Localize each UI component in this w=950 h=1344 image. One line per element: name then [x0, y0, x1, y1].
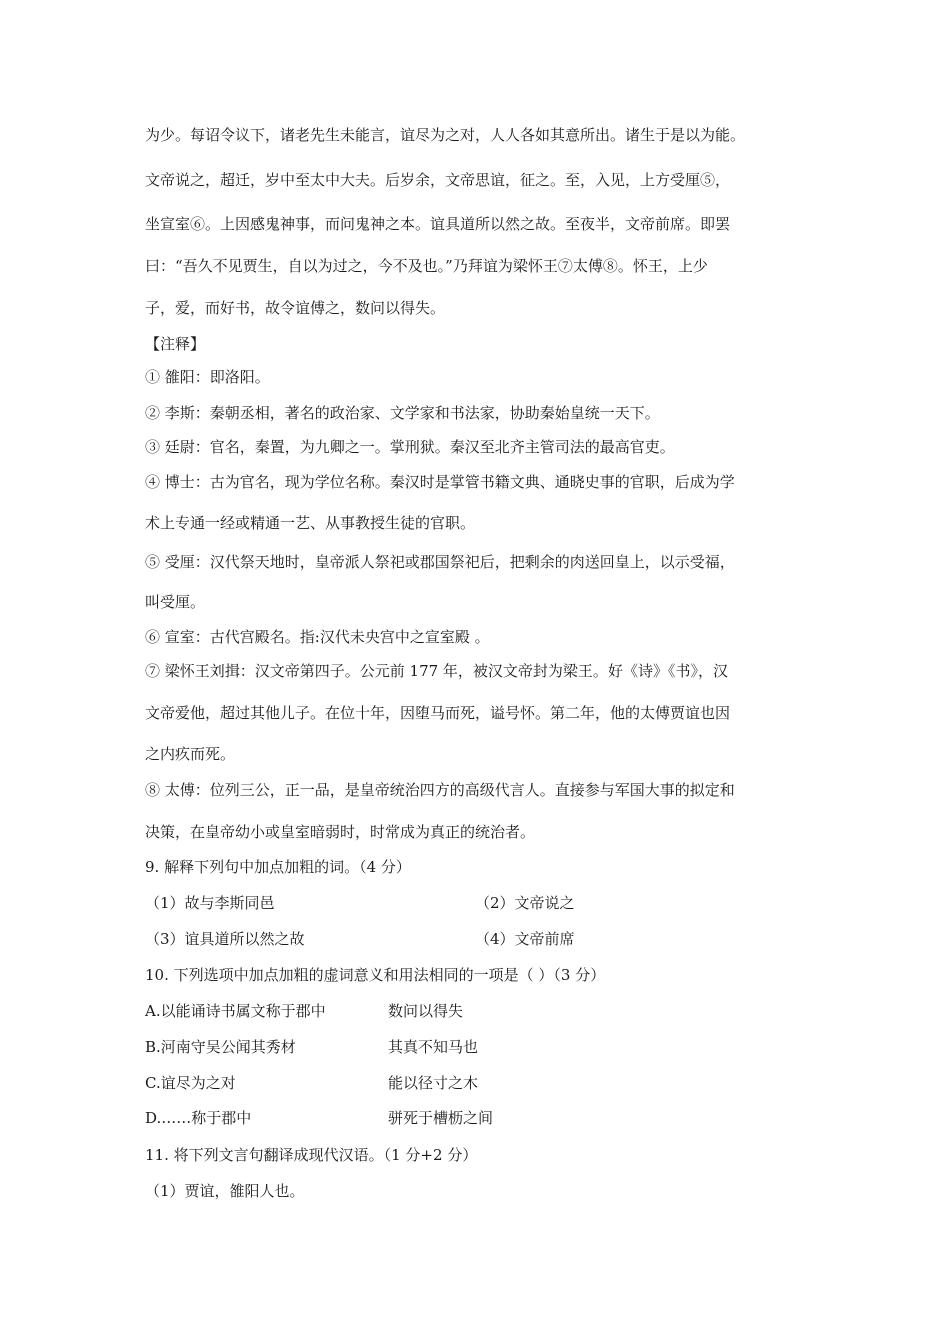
note-line: ① 雒阳：即洛阳。	[145, 368, 270, 386]
note-line: ② 李斯：秦朝丞相，著名的政治家、文学家和书法家，协助秦始皇统一天下。	[145, 404, 660, 422]
note-line: 术上专通一经或精通一艺、从事教授生徒的官职。	[145, 514, 476, 532]
note-line: 决策，在皇帝幼小或皇室暗弱时，时常成为真正的统治者。	[145, 823, 536, 841]
option-d-right: 骈死于槽枥之间	[388, 1109, 494, 1127]
option-a-left: A.以能诵诗书属文称于郡中	[145, 1002, 326, 1020]
note-line: 文帝爱他，超过其他儿子。在位十年，因堕马而死，谥号怀。第二年，他的太傅贾谊也因	[145, 704, 731, 722]
option-b-left: B.河南守吴公闻其秀材	[145, 1038, 296, 1056]
passage-line: 曰：“吾久不见贾生，自以为过之，今不及也。”乃拜谊为梁怀王⑦太傅⑧。怀王，上少	[145, 257, 708, 275]
note-line: ③ 廷尉：官名，秦置，为九卿之一。掌刑狱。秦汉至北齐主管司法的最高官吏。	[145, 438, 675, 456]
question-10-stem: 10. 下列选项中加点加粗的虚词意义和用法相同的一项是（ ）（3 分）	[145, 966, 606, 984]
question-9-stem: 9. 解释下列句中加点加粗的词。（4 分）	[145, 858, 411, 876]
note-line: ⑥ 宣室：古代宫殿名。指:汉代未央宫中之宣室殿 。	[145, 628, 490, 646]
passage-line: 子，爱，而好书，故令谊傅之，数问以得失。	[145, 299, 446, 317]
passage-line: 坐宣室⑥。上因感鬼神事，而问鬼神之本。谊具道所以然之故。至夜半，文帝前席。即罢	[145, 215, 731, 233]
option-a-right: 数问以得失	[388, 1002, 464, 1020]
option-b-right: 其真不知马也	[388, 1038, 479, 1056]
note-line: ⑦ 梁怀王刘揖：汉文帝第四子。公元前 177 年，被汉文帝封为梁王。好《诗》《书》，汉	[145, 662, 728, 680]
question-9-item: （1）故与李斯同邑	[145, 894, 275, 912]
question-11-stem: 11. 将下列文言句翻译成现代汉语。（1 分+2 分）	[145, 1146, 478, 1164]
option-d-left: D.……称于郡中	[145, 1109, 252, 1127]
question-9-item: （3）谊具道所以然之故	[145, 930, 305, 948]
question-9-item: （4）文帝前席	[475, 930, 575, 948]
option-c-right: 能以径寸之木	[388, 1074, 479, 1092]
note-line: ④ 博士：古为官名，现为学位名称。秦汉时是掌管书籍文典、通晓史事的官职，后成为学	[145, 473, 735, 491]
note-line: 叫受厘。	[145, 593, 206, 611]
option-c-left: C.谊尽为之对	[145, 1074, 236, 1092]
question-11-item: （1）贾谊，雒阳人也。	[145, 1182, 305, 1200]
passage-line: 文帝说之，超迁，岁中至太中大夫。后岁余，文帝思谊，征之。至，入见，上方受厘⑤，	[145, 171, 731, 189]
note-line: ⑧ 太傅：位列三公，正一品，是皇帝统治四方的高级代言人。直接参与军国大事的拟定和	[145, 781, 735, 799]
question-9-item: （2）文帝说之	[475, 894, 575, 912]
note-line: ⑤ 受厘：汉代祭天地时，皇帝派人祭祀或郡国祭祀后，把剩余的肉送回皇上，以示受福，	[145, 553, 735, 571]
passage-line: 为少。每诏令议下，诸老先生未能言，谊尽为之对，人人各如其意所出。诸生于是以为能。	[145, 126, 746, 144]
notes-heading: 【注释】	[145, 335, 206, 353]
note-line: 之内疚而死。	[145, 745, 236, 763]
